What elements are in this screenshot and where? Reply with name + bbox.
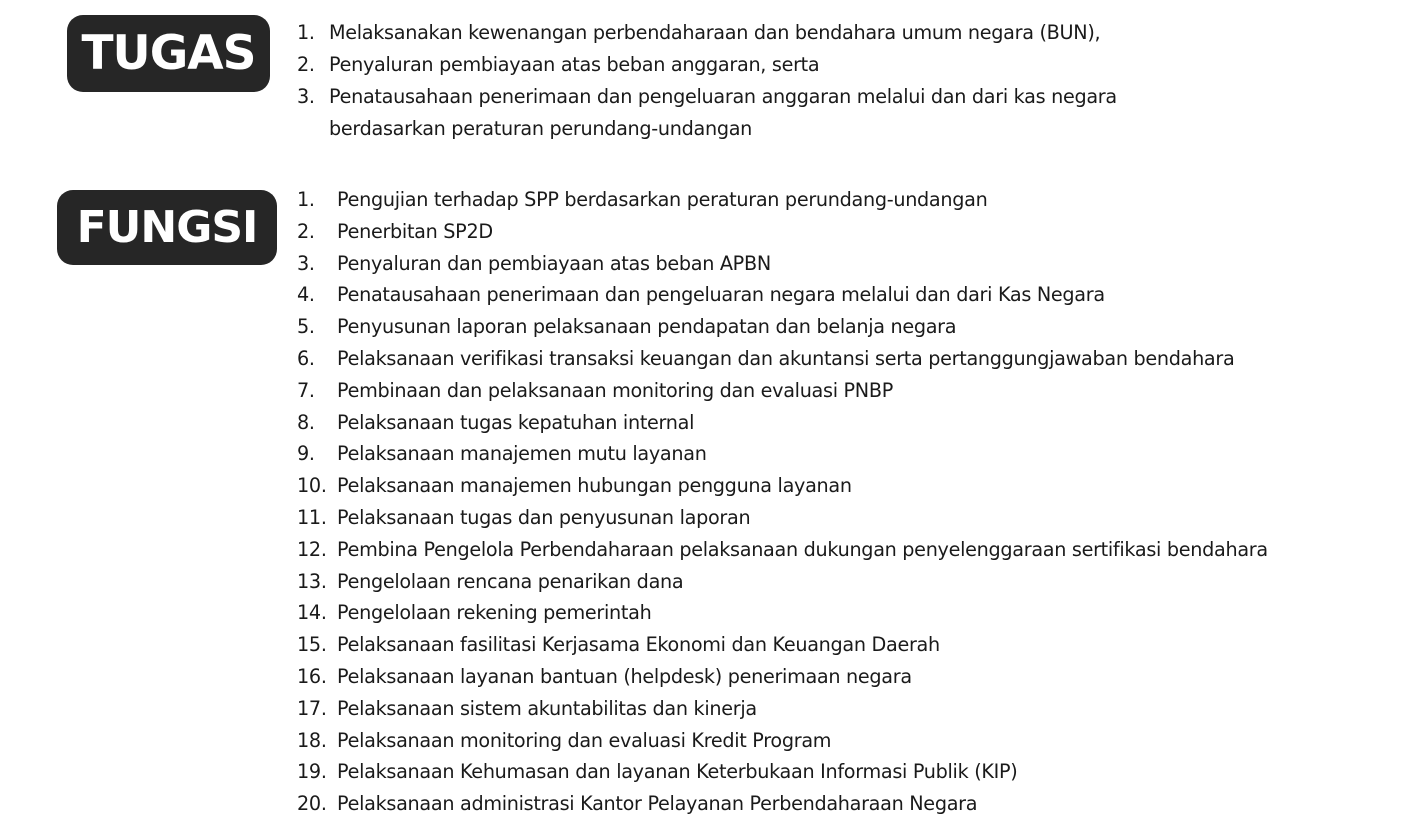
fungsi-item-text: Pelaksanaan manajemen mutu layanan [337,442,707,466]
fungsi-item-text: Pelaksanaan monitoring dan evaluasi Kredit Program [337,728,832,752]
fungsi-list-item [297,438,1268,470]
tugas-list-item [297,49,1117,81]
fungsi-item-text: Penyusunan laporan pelaksanaan pendapatan dan belanja negara [337,315,957,339]
tugas-item-text: Melaksanakan kewenangan perbendaharaan dan bendahara umum negara (BUN), [329,21,1101,44]
fungsi-item-text: Penatausahaan penerimaan dan pengeluaran negara melalui dan dari Kas Negara [337,283,1105,307]
tugas-item-text: Penyaluran pembiayaan atas beban anggaran, serta [329,53,820,76]
fungsi-item-number: 20. [297,792,327,816]
fungsi-list-item [297,566,1268,598]
fungsi-item-number: 14. [297,601,327,625]
fungsi-item-text: Pelaksanaan tugas dan penyusunan laporan [337,505,751,529]
fungsi-item-number: 6. [297,346,315,370]
fungsi-item-text: Pengujian terhadap SPP berdasarkan peraturan perundang-undangan [337,188,988,211]
fungsi-item-text: Pengelolaan rencana penarikan dana [337,569,684,593]
fungsi-item-number: 12. [297,537,327,561]
fungsi-list-item [297,725,1268,757]
fungsi-item-number: 9. [297,442,315,466]
fungsi-item-number: 17. [297,696,327,720]
fungsi-item-number: 4. [297,283,315,307]
fungsi-item-text: Penerbitan SP2D [337,219,493,243]
tugas-badge [67,15,270,92]
fungsi-list-item [297,375,1268,407]
tugas-item-text: Penatausahaan penerimaan dan pengeluaran anggaran melalui dan dari kas negara berdasarkan peraturan perundang-undangan [329,85,1117,140]
fungsi-list-item [297,470,1268,502]
fungsi-list-item [297,343,1268,375]
fungsi-item-text: Pembina Pengelola Perbendaharaan pelaksanaan dukungan penyelenggaraan sertifikasi bendahara [337,537,1268,561]
fungsi-list-item [297,407,1268,439]
fungsi-list-item [297,216,1268,248]
tugas-title: TUGAS [81,26,256,81]
tugas-list-item [297,81,1117,145]
fungsi-item-number: 11. [297,505,327,529]
fungsi-item-number: 2. [297,219,315,243]
fungsi-item-text: Pelaksanaan fasilitasi Kerjasama Ekonomi dan Keuangan Daerah [337,633,940,657]
fungsi-item-text: Pelaksanaan sistem akuntabilitas dan kinerja [337,696,757,720]
fungsi-list-item [297,502,1268,534]
tugas-item-number: 3. [297,85,315,108]
fungsi-item-number: 18. [297,728,327,752]
fungsi-list-item [297,597,1268,629]
fungsi-list-item [297,311,1268,343]
fungsi-item-number: 7. [297,378,315,402]
tugas-item-number: 2. [297,53,315,76]
fungsi-title: FUNGSI [76,202,258,253]
fungsi-item-number: 8. [297,410,315,434]
fungsi-list-item [297,788,1268,820]
fungsi-list-item [297,693,1268,725]
fungsi-item-text: Pengelolaan rekening pemerintah [337,601,652,625]
fungsi-badge [57,190,277,265]
fungsi-item-text: Penyaluran dan pembiayaan atas beban APBN [337,251,771,275]
tugas-list [297,17,1117,145]
tugas-item-number: 1. [297,21,315,44]
fungsi-item-text: Pelaksanaan verifikasi transaksi keuangan dan akuntansi serta pertanggungjawaban bendahara [337,346,1235,370]
fungsi-item-text: Pelaksanaan administrasi Kantor Pelayanan Perbendaharaan Negara [337,792,978,816]
fungsi-item-text: Pelaksanaan manajemen hubungan pengguna layanan [337,474,852,498]
fungsi-list [297,184,1268,820]
fungsi-item-number: 16. [297,664,327,688]
fungsi-item-text: Pelaksanaan tugas kepatuhan internal [337,410,695,434]
fungsi-item-number: 13. [297,569,327,593]
fungsi-list-item [297,279,1268,311]
fungsi-list-item [297,661,1268,693]
fungsi-item-text: Pelaksanaan layanan bantuan (helpdesk) penerimaan negara [337,664,912,688]
fungsi-item-number: 15. [297,633,327,657]
fungsi-item-number: 3. [297,251,315,275]
fungsi-list-item [297,534,1268,566]
fungsi-list-item [297,248,1268,280]
fungsi-item-number: 5. [297,315,315,339]
tugas-list-item [297,17,1117,49]
fungsi-list-item [297,629,1268,661]
fungsi-item-number: 10. [297,474,327,498]
fungsi-list-item [297,184,1268,216]
fungsi-item-number: 1. [297,188,315,211]
fungsi-item-text: Pelaksanaan Kehumasan dan layanan Keterbukaan Informasi Publik (KIP) [337,760,1018,784]
fungsi-list-item [297,756,1268,788]
fungsi-item-number: 19. [297,760,327,784]
fungsi-item-text: Pembinaan dan pelaksanaan monitoring dan evaluasi PNBP [337,378,893,402]
